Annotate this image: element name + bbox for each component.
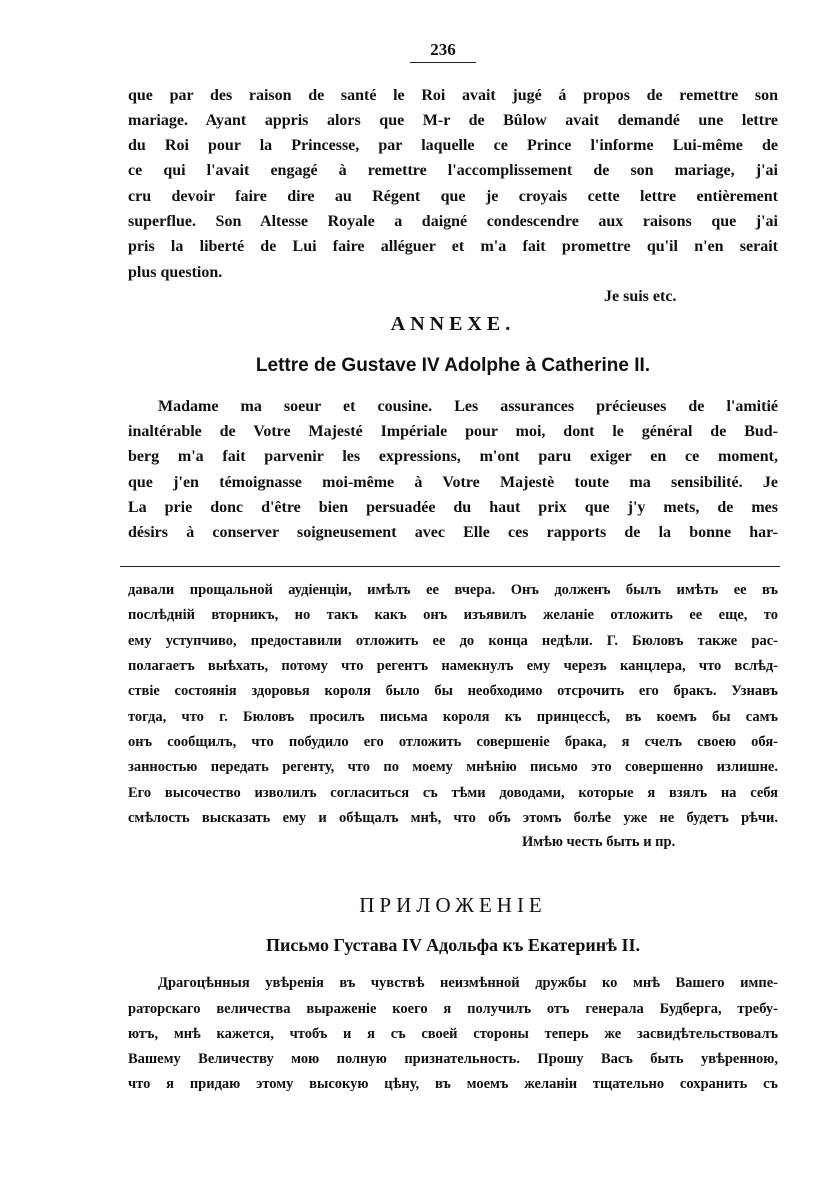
text-line: смѣлость высказать ему и обѣщалъ мнѣ, что объ этомъ болѣе уже не будетъ рѣчи. bbox=[128, 810, 778, 826]
text-line: La prie donc d'être bien persuadée du haut prix que j'y mets, de mes bbox=[128, 499, 778, 516]
text-line: cru devoir faire dire au Régent que je croyais cette lettre entièrement bbox=[128, 188, 778, 205]
text-line: ce qui l'avait engagé à remettre l'accomplissement de son mariage, j'ai bbox=[128, 162, 778, 179]
text-line: pris la liberté de Lui faire alléguer et m'a fait promettre qu'il n'en serait bbox=[128, 238, 778, 255]
text-line: что я придаю этому высокую цѣну, въ моемъ желаніи тщательно сохранить съ bbox=[128, 1076, 778, 1092]
text-line: que par des raison de santé le Roi avait jugé á propos de remettre son bbox=[128, 87, 778, 104]
text-line: онъ сообщилъ, что побудило его отложить совершеніе брака, я счелъ своею обя- bbox=[128, 734, 778, 750]
text-line: inaltérable de Votre Majesté Impériale pour moi, dont le général de Bud- bbox=[128, 423, 778, 440]
text-line: полагаетъ выѣхать, потому что регентъ намекнулъ ему черезъ канцлера, что вслѣд- bbox=[128, 658, 778, 674]
closing: Je suis etc. bbox=[604, 288, 677, 305]
text-line: ютъ, мнѣ кажется, чтобъ и я съ своей стороны теперь же засвидѣтельствовалъ bbox=[128, 1026, 778, 1042]
text-line: superflue. Son Altesse Royale a daigné condescendre aux raisons que j'ai bbox=[128, 213, 778, 230]
annex-heading: ANNEXE. bbox=[390, 313, 516, 335]
text-line: ему уступчиво, предоставили отложить ее до конца недѣли. Г. Бюловъ также рас- bbox=[128, 633, 778, 649]
text-line: du Roi pour la Princesse, par laquelle ce Prince l'informe Lui-même de bbox=[128, 137, 778, 154]
text-line: ствіе состоянія здоровья короля было бы необходимо отсрочить его бракъ. Узнавъ bbox=[128, 683, 778, 699]
text-line: plus question. bbox=[128, 264, 223, 281]
section-divider bbox=[120, 566, 780, 567]
letter-title: Lettre de Gustave IV Adolphe à Catherine II. bbox=[255, 355, 651, 376]
text-line: послѣдній вторникъ, но такъ какъ онъ изъявилъ желаніе отложить ее еще, то bbox=[128, 607, 778, 623]
annex-heading: ПРИЛОЖЕНІЕ bbox=[359, 893, 547, 917]
text-line: Драгоцѣнныя увѣренія въ чувствѣ неизмѣнной дружбы ко мнѣ Вашего импе- bbox=[158, 975, 778, 991]
text-line: тогда, что г. Бюловъ просилъ письма короля къ принцессѣ, въ коемъ бы самъ bbox=[128, 709, 778, 725]
page-number: 236 bbox=[410, 40, 476, 63]
text-line: Его высочество изволилъ согласиться съ тѣми доводами, которые я взялъ на себя bbox=[128, 785, 778, 801]
text-line: занностью передать регенту, что по моему мнѣнію письмо это совершенно излишне. bbox=[128, 759, 778, 775]
text-line: mariage. Ayant appris alors que M-r de Bûlow avait demandé une lettre bbox=[128, 112, 778, 129]
text-line: berg m'a fait parvenir les expressions, m'ont paru exiger en ce moment, bbox=[128, 448, 778, 465]
text-line: que j'en témoignasse moi-même à Votre Majestè toute ma sensibilité. Je bbox=[128, 474, 778, 491]
text-line: désirs à conserver soigneusement avec Elle ces rapports de la bonne har- bbox=[128, 524, 778, 541]
text-line: Вашему Величеству мою полную признательность. Прошу Васъ быть увѣренною, bbox=[128, 1051, 778, 1067]
text-line: Madame ma soeur et cousine. Les assurances précieuses de l'amitié bbox=[158, 398, 778, 415]
text-line: давали прощальной аудіенціи, имѣлъ ее вчера. Онъ долженъ былъ имѣть ее въ bbox=[128, 582, 778, 598]
closing: Имѣю честь быть и пр. bbox=[522, 834, 676, 850]
text-line: раторскаго величества выраженіе коего я получилъ отъ генерала Будберга, требу- bbox=[128, 1001, 778, 1017]
letter-title: Письмо Густава IV Адольфа къ Екатеринѣ II. bbox=[266, 935, 640, 955]
